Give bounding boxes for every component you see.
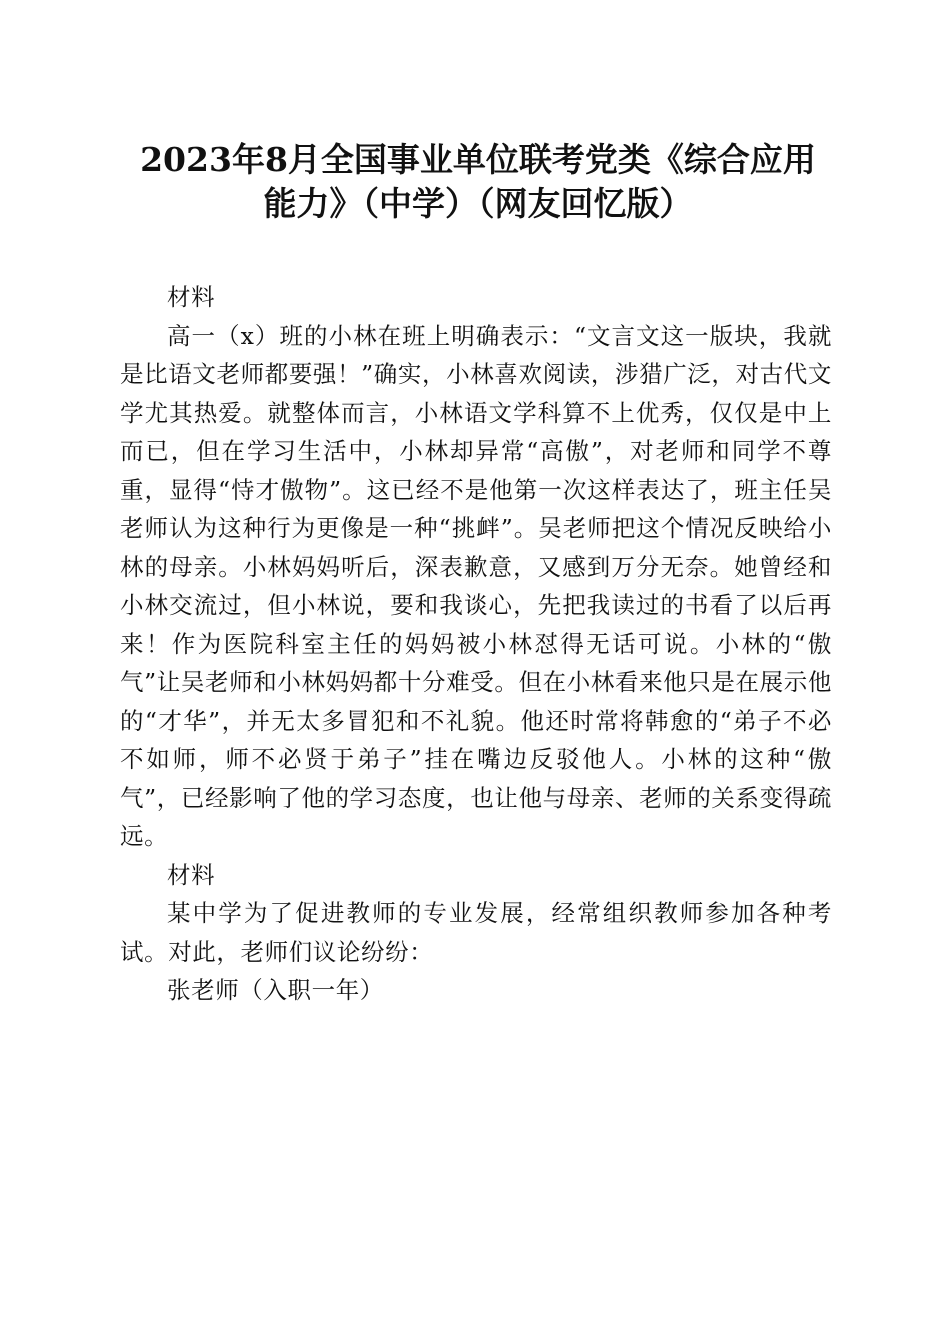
speaker-label: 张老师（入职一年） xyxy=(167,976,384,1004)
material-heading-1: 材料 xyxy=(167,283,216,311)
document-title xyxy=(118,138,838,226)
title-line-2: 能力》（中学）（网友回忆版） xyxy=(263,184,693,223)
material-paragraph-1: 高一（x）班的小林在班上明确表示：“文言文这一版块，我就是比语文老师都要强！”确实，小林喜欢阅读，涉猎广泛，对古代文学尤其热爱。就整体而言，小林语文学科算不上优秀，仅仅是中上而已，但在学习生活中，小林却异常“高傲”，对老师和同学不尊重，显得“恃才傲物”。这已经不是他第一次这样表达了，班主任吴老师认为这种行为更像是一种“挑衅”。吴老师把这个情况反映给小林的母亲。小林妈妈听后，深表歉意，又感到万分无奈。她曾经和小林交流过，但小林说，要和我谈心，先把我读过的书看了以后再来！作为医院科室主任的妈妈被小林怼得无话可说。小林的“傲气”让吴老师和小林妈妈都十分难受。但在小林看来他只是在展示他的“才华”，并无太多冒犯和不礼貌。他还时常将韩愈的“弟子不必不如师，师不必贤于弟子”挂在嘴边反驳他人。小林的这种“傲气”，已经影响了他的学习态度，也让他与母亲、老师的关系变得疏远。 xyxy=(120,321,832,850)
document-body xyxy=(120,278,832,1010)
material-paragraph-2: 某中学为了促进教师的专业发展，经常组织教师参加各种考试。对此，老师们议论纷纷： xyxy=(120,899,832,966)
material-heading-2: 材料 xyxy=(167,860,216,889)
title-line-1: 2023年8月全国事业单位联考党类《综合应用 xyxy=(140,140,816,179)
